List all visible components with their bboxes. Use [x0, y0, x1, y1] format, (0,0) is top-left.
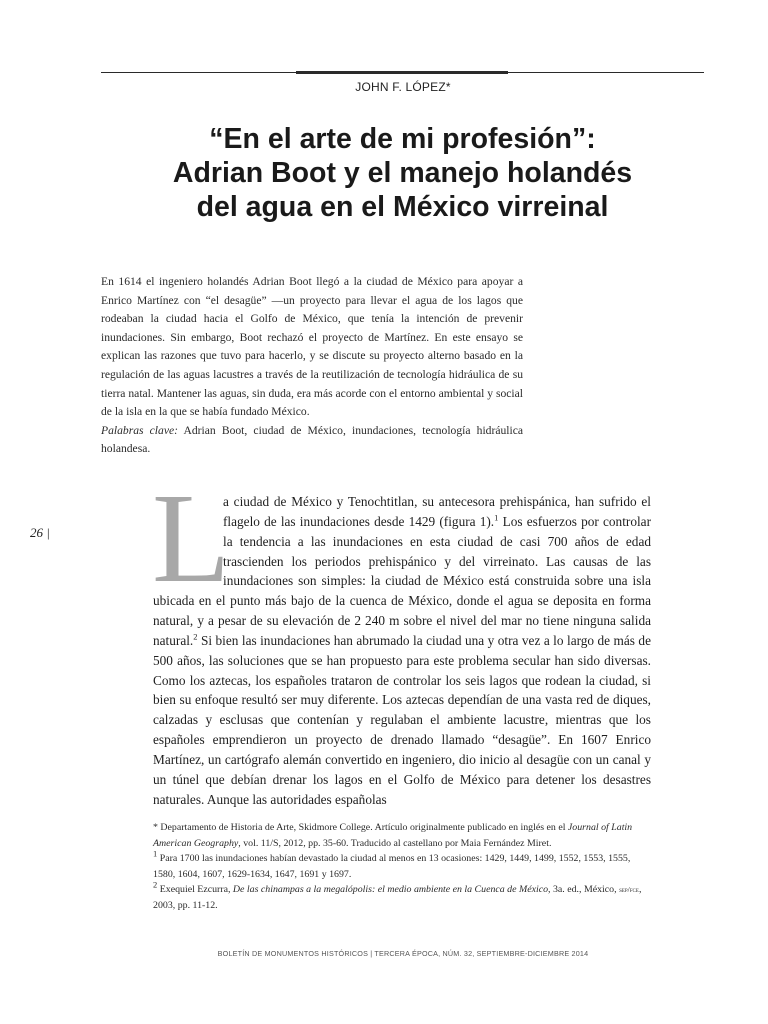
- footnote-mark: 2: [153, 879, 158, 890]
- footnote-1: [153, 848, 651, 882]
- footnote-2: [153, 879, 651, 913]
- footnote-text: , 3a. ed., México,: [548, 884, 620, 895]
- body-paragraph: [153, 492, 651, 810]
- footnotes: [153, 820, 651, 913]
- footnote-text: , vol. 11/S, 2012, pp. 35-60. Traducido al castellano por Maia Fernández Miret.: [238, 837, 552, 849]
- page-number: 26 |: [30, 525, 50, 540]
- title-line: del agua en el México virreinal: [196, 191, 609, 223]
- title-line: Adrian Boot y el manejo holandés: [172, 157, 633, 189]
- keywords: [101, 422, 523, 459]
- body-text: [153, 492, 651, 810]
- journal-title: Journal of Latin American Geography: [153, 822, 633, 849]
- footnote-text: Exequiel Ezcurra,: [157, 884, 233, 895]
- article-author: JOHN F. LÓPEZ*: [355, 80, 451, 94]
- footnote-author: [153, 820, 651, 851]
- body-text-part: Los esfuerzos por controlar la tendencia a las inundaciones en esta ciudad de casi 700 años de edad trascienden los periodos prehispánico y del virreinato. Las causas de las inundaciones son simples: la ciudad de México está construida sobre una isla ubicada en el punto más bajo de la cuenca de México, donde el agua se deposita en forma natural, y a pesar de su elevación de 2 240 m sobre el nivel del mar no tiene ninguna salida natural.: [153, 513, 651, 648]
- footnote-ref-1[interactable]: 1: [494, 512, 499, 523]
- drop-cap-spacer: [153, 492, 223, 590]
- drop-cap: L: [152, 467, 231, 609]
- header-rule-accent: [296, 71, 508, 74]
- article-title: [101, 122, 704, 224]
- publisher: sep/fce: [619, 885, 639, 894]
- keywords-label: Palabras clave:: [101, 423, 178, 437]
- title-line: “En el arte de mi profesión”:: [209, 123, 596, 155]
- body-text-part: Si bien las inundaciones han abrumado la ciudad una y otra vez a lo largo de más de 500 años, las soluciones que se han propuesto para este problema secular han sido diversas. Como los aztecas, los españoles trataron de controlar los seis lagos que rodean la ciudad, si bien su enfoque resultó ser muy diferente. Los aztecas dependían de una vasta red de diques, calzadas y esclusas que contenían y regulaban el ambiente lacustre, mientras que los españoles emprendieron un proyecto de drenado llamado “desagüe”. En 1607 Enrico Martínez, un cartógrafo alemán convertido en ingeniero, dio inicio al desagüe con un canal y un túnel que debían drenar los lagos en el Golfo de México para detener los desastres naturales. Aunque las autoridades españolas: [153, 632, 651, 807]
- body-text-part: a ciudad de México y Tenochtitlan, su antecesora prehispánica, han sufrido el flagelo de las inundaciones desde 1429 (figura 1).: [223, 494, 651, 529]
- footnote-mark: 1: [153, 848, 158, 859]
- abstract-text: En 1614 el ingeniero holandés Adrian Boot llegó a la ciudad de México para apoyar a Enrico Martínez con “el desagüe” —un proyecto para llevar el agua de los lagos que rodeaban la ciudad hacia el Golfo de México, que tenía la intención de prevenir inundaciones. Sin embargo, Boot rechazó el proyecto de Martínez. En este ensayo se explican las razones que tuvo para hacerlo, y se discute su proyecto alterno basado en la regulación de las aguas lacustres a través de la reutilización de tecnología hidráulica de su tierra natal. Mantener las aguas, sin duda, era más acorde con el entorno ambiental y social de la isla en la que se había fundado México.: [101, 275, 523, 419]
- abstract: [101, 273, 523, 459]
- book-title: De las chinampas a la megalópolis: el medio ambiente en la Cuenca de México: [232, 884, 549, 895]
- keywords-list: Adrian Boot, ciudad de México, inundaciones, tecnología hidráulica holandesa.: [101, 423, 524, 456]
- footnote-text: * Departamento de Historia de Arte, Skidmore College. Artículo originalmente publicado en inglés en el: [153, 822, 568, 833]
- footnote-text: Para 1700 las inundaciones habían devastado la ciudad al menos en 13 ocasiones: 1429, 1449, 1499, 1552, 1553, 1555, 1580, 1604, 1607, 1629-1634, 1647, 1691 y 1697.: [153, 853, 631, 880]
- footnote-text: , 2003, pp. 11-12.: [153, 884, 642, 911]
- page-footer: BOLETÍN DE MONUMENTOS HISTÓRICOS | TERCERA ÉPOCA, NÚM. 32, SEPTIEMBRE-DICIEMBRE 2014: [217, 949, 589, 958]
- footnote-ref-2[interactable]: 2: [193, 631, 198, 642]
